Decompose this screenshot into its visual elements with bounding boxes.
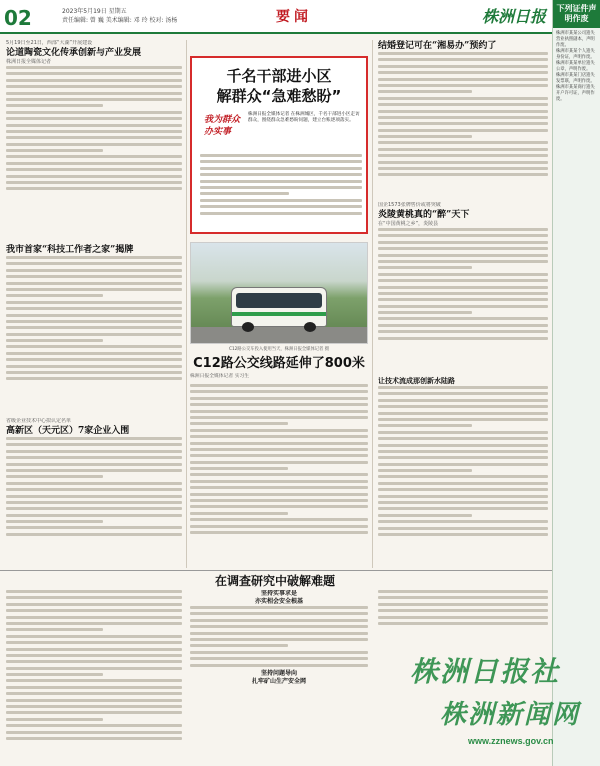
bus-shape — [231, 287, 327, 327]
text-line — [6, 737, 182, 740]
text-line — [378, 609, 548, 612]
text-line — [6, 469, 182, 472]
article-body — [378, 52, 548, 176]
text-line — [190, 486, 368, 489]
article-science-home — [6, 244, 182, 414]
text-line — [6, 501, 182, 504]
issue-meta — [62, 7, 252, 25]
text-line — [378, 527, 548, 530]
text-line — [190, 390, 368, 393]
issue-date: 2023年5月19日 星期五 — [62, 8, 127, 15]
text-line — [378, 431, 548, 434]
text-line — [378, 298, 548, 301]
c12-byline: 株洲日报全媒体记者 实习生 — [190, 374, 250, 379]
text-line — [190, 525, 368, 528]
text-line — [378, 279, 548, 282]
text-line — [378, 247, 548, 250]
text-line — [378, 424, 472, 427]
article-headline: 论道陶瓷文化传承创新与产业发展 — [6, 48, 142, 58]
text-line — [378, 311, 472, 314]
text-line — [378, 386, 548, 389]
text-line — [378, 122, 548, 125]
text-line — [6, 168, 182, 171]
text-line — [6, 339, 103, 342]
bus-window — [236, 293, 322, 308]
text-line — [6, 301, 182, 304]
bottom-headline: 在调查研究中破解难题 — [214, 574, 335, 588]
text-line — [6, 724, 182, 727]
text-line — [6, 463, 182, 466]
text-line — [6, 262, 182, 265]
text-line — [190, 442, 368, 445]
article-headline: 让技术流成那创新水陆路 — [378, 376, 455, 385]
text-line — [190, 473, 368, 476]
text-line — [190, 518, 368, 521]
text-line — [6, 314, 182, 317]
text-line — [378, 58, 548, 61]
article-headline: 我市首家“科技工作者之家”揭牌 — [6, 245, 134, 255]
text-line — [378, 154, 548, 157]
text-line — [6, 526, 182, 529]
text-line — [190, 397, 368, 400]
bottom-subhead: 坚持实事求是 — [260, 590, 297, 597]
text-line — [378, 90, 472, 93]
text-line — [378, 286, 548, 289]
text-line — [6, 609, 182, 612]
article-body — [378, 228, 548, 340]
bottom-subhead: 扎牢矿山生产安全网 — [251, 677, 306, 685]
text-line — [6, 124, 182, 127]
text-line — [378, 78, 548, 81]
text-line — [6, 345, 182, 348]
text-line — [6, 117, 182, 120]
text-line — [190, 512, 288, 515]
text-line — [200, 192, 289, 195]
text-line — [378, 116, 548, 119]
article-body — [6, 256, 182, 380]
text-line — [378, 135, 472, 138]
bus-wheel — [242, 322, 254, 332]
text-line — [6, 679, 182, 682]
article-headline: 炎陵黄桃真的“醉”天下 — [378, 210, 470, 220]
text-line — [200, 167, 362, 170]
text-line — [378, 266, 472, 269]
text-line — [190, 422, 288, 425]
text-line — [190, 644, 288, 647]
text-line — [6, 79, 182, 82]
notice-item: 株洲市某某门店遗失发票联，声明作废。 — [556, 73, 595, 84]
text-line — [6, 718, 103, 721]
article-body — [190, 384, 368, 534]
text-line — [200, 205, 362, 208]
text-line — [6, 85, 182, 88]
text-line — [6, 692, 182, 695]
article-body — [190, 606, 368, 667]
text-line — [6, 333, 182, 336]
text-line — [378, 167, 548, 170]
text-line — [6, 667, 182, 670]
text-line — [200, 160, 362, 163]
text-line — [6, 72, 182, 75]
text-line — [378, 173, 548, 176]
section-title: 要闻 — [276, 9, 312, 25]
text-line — [190, 493, 368, 496]
text-line — [190, 505, 368, 508]
text-line — [378, 273, 548, 276]
text-line — [378, 469, 472, 472]
text-line — [378, 488, 548, 491]
notice-item: 株洲市某某公司遗失营业执照副本，声明作废。 — [556, 31, 595, 48]
article-body — [6, 590, 182, 740]
text-line — [6, 648, 182, 651]
text-line — [378, 84, 548, 87]
text-line — [378, 392, 548, 395]
text-line — [378, 148, 548, 151]
article-kicker: 省级企业技术中心拟认定名单 — [6, 418, 72, 424]
feature-body — [200, 154, 362, 218]
text-line — [200, 212, 362, 215]
text-line — [6, 136, 182, 139]
text-line — [6, 371, 182, 374]
text-line — [378, 507, 548, 510]
text-line — [6, 66, 182, 69]
text-line — [6, 92, 182, 95]
text-line — [378, 292, 548, 295]
text-line — [6, 320, 182, 323]
text-line — [190, 448, 368, 451]
article-marriage — [378, 40, 548, 198]
text-line — [378, 456, 548, 459]
text-line — [6, 149, 103, 152]
text-line — [378, 110, 548, 113]
feature-brush-mark: 我为群众办实事 — [204, 115, 241, 137]
notice-item: 株洲市某某个人遗失身份证，声明作废。 — [556, 49, 595, 60]
text-line — [190, 632, 368, 635]
text-line — [200, 173, 362, 176]
text-line — [190, 454, 368, 457]
bottom-subhead: 坚持问题导向 — [260, 669, 297, 677]
text-line — [378, 514, 472, 517]
text-line — [6, 673, 103, 676]
article-tech — [378, 376, 548, 566]
text-line — [378, 129, 548, 132]
bottom-col-mid — [190, 590, 368, 762]
text-line — [6, 130, 182, 133]
notice-item: 株洲市某某单位遗失公章，声明作废。 — [556, 61, 595, 72]
text-line — [200, 154, 362, 157]
text-line — [6, 162, 182, 165]
text-line — [6, 482, 182, 485]
text-line — [6, 326, 182, 329]
watermark-url: www.zznews.gov.cn — [468, 736, 554, 746]
text-line — [190, 612, 368, 615]
text-line — [6, 365, 182, 368]
text-line — [378, 533, 548, 536]
text-line — [378, 418, 548, 421]
text-line — [6, 358, 182, 361]
c12-headline: C12路公交线路延伸了800米 — [193, 356, 365, 371]
text-line — [6, 711, 182, 714]
text-line — [190, 531, 368, 534]
text-line — [200, 180, 362, 183]
text-line — [6, 437, 182, 440]
bottom-col-left — [6, 590, 182, 762]
text-line — [378, 97, 548, 100]
article-body — [6, 66, 182, 190]
text-line — [190, 638, 368, 641]
feature-headline-line2: 解群众“急难愁盼” — [216, 87, 342, 105]
text-line — [378, 437, 548, 440]
text-line — [378, 590, 548, 593]
text-line — [6, 495, 182, 498]
text-line — [190, 403, 368, 406]
text-line — [190, 435, 368, 438]
text-line — [6, 155, 182, 158]
text-line — [6, 635, 182, 638]
text-line — [6, 660, 182, 663]
text-line — [6, 622, 182, 625]
text-line — [378, 65, 548, 68]
text-line — [378, 596, 548, 599]
road-shape — [191, 327, 367, 343]
text-line — [190, 467, 288, 470]
text-line — [6, 256, 182, 259]
text-line — [378, 337, 548, 340]
text-line — [6, 475, 103, 478]
text-line — [190, 480, 368, 483]
feature-lead: 株洲日报全媒体记者 在株洲城区，千名干部进小区走访群众，围绕群众急难愁盼问题，建立台账逐项落实。 — [248, 112, 360, 124]
text-line — [190, 657, 368, 660]
bus-photo — [190, 242, 368, 344]
text-line — [378, 260, 548, 263]
text-line — [190, 651, 368, 654]
newspaper-logo: 株洲日报 — [482, 7, 547, 26]
text-line — [378, 330, 548, 333]
text-line — [378, 616, 548, 619]
text-line — [190, 429, 368, 432]
watermark-logo: 株洲日报社 — [410, 655, 561, 688]
article-kicker: 国企1573张牌售价或将突破 — [378, 202, 441, 208]
photo-caption: C12路公交车投入使用当天，株洲日报全媒体记者 摄 — [228, 347, 330, 352]
notice-list — [553, 28, 600, 106]
feature-headline — [192, 66, 366, 106]
text-line — [378, 520, 548, 523]
text-line — [6, 628, 103, 631]
text-line — [6, 450, 182, 453]
text-line — [200, 199, 362, 202]
text-line — [6, 377, 182, 380]
text-line — [378, 482, 548, 485]
article-peach — [378, 202, 548, 372]
article-body — [6, 437, 182, 536]
text-line — [378, 475, 548, 478]
article-enterprises — [6, 418, 182, 566]
text-line — [200, 186, 362, 189]
text-line — [190, 416, 368, 419]
text-line — [6, 590, 182, 593]
text-line — [190, 461, 368, 464]
text-line — [378, 241, 548, 244]
bus-wheel — [304, 322, 316, 332]
text-line — [6, 352, 182, 355]
notice-item: 株洲市某某商行遗失开户许可证，声明作废。 — [556, 85, 595, 102]
text-line — [6, 731, 182, 734]
text-line — [378, 501, 548, 504]
text-line — [6, 307, 182, 310]
text-line — [6, 294, 103, 297]
text-line — [6, 705, 182, 708]
notice-title: 下列证件声明作废 — [553, 0, 600, 28]
text-line — [378, 603, 548, 606]
article-body — [378, 386, 548, 536]
text-line — [6, 616, 182, 619]
text-line — [6, 488, 182, 491]
editor-line: 责任编辑: 曾 巍 美术编辑: 邓 玲 校对: 汤杨 — [62, 17, 178, 24]
text-line — [378, 103, 548, 106]
text-line — [6, 104, 103, 107]
article-ceramics — [6, 40, 182, 240]
text-line — [6, 654, 182, 657]
text-line — [378, 305, 548, 308]
feature-box — [190, 56, 368, 234]
text-line — [378, 412, 548, 415]
text-line — [6, 686, 182, 689]
text-line — [378, 71, 548, 74]
c12-body — [190, 384, 368, 566]
text-line — [6, 456, 182, 459]
text-line — [378, 161, 548, 164]
page-number: 02 — [4, 6, 32, 30]
article-byline: 株洲日报全媒体记者 — [6, 59, 52, 65]
text-line — [378, 495, 548, 498]
article-headline: 结婚登记可在“湘易办”预约了 — [378, 41, 497, 51]
text-line — [378, 405, 548, 408]
text-line — [6, 603, 182, 606]
column-divider — [372, 40, 373, 568]
bottom-col-right — [378, 590, 548, 650]
text-line — [190, 499, 368, 502]
text-line — [6, 520, 103, 523]
text-line — [6, 175, 182, 178]
bottom-subhead: 亦实相会安全根基 — [254, 598, 303, 605]
text-line — [6, 282, 182, 285]
text-line — [6, 111, 182, 114]
text-line — [6, 98, 182, 101]
feature-headline-line1: 千名干部进小区 — [226, 67, 332, 85]
masthead — [0, 0, 600, 34]
text-line — [190, 410, 368, 413]
text-line — [378, 622, 548, 625]
watermark-net: 株洲新闻网 — [440, 700, 581, 730]
text-line — [6, 181, 182, 184]
text-line — [6, 596, 182, 599]
article-headline: 高新区（天元区）7家企业入围 — [6, 426, 130, 436]
text-line — [378, 234, 548, 237]
text-line — [6, 187, 182, 190]
text-line — [6, 288, 182, 291]
text-line — [190, 619, 368, 622]
text-line — [6, 514, 182, 517]
text-line — [378, 254, 548, 257]
text-line — [378, 324, 548, 327]
text-line — [6, 699, 182, 702]
article-byline: 在“中国黄桃之乡”，炎陵县 — [378, 221, 439, 227]
text-line — [378, 141, 548, 144]
text-line — [6, 143, 182, 146]
text-line — [190, 606, 368, 609]
text-line — [190, 384, 368, 387]
text-line — [6, 507, 182, 510]
text-line — [6, 533, 182, 536]
bus-stripe — [232, 312, 326, 316]
text-line — [378, 444, 548, 447]
article-kicker: 5月19日至21日，西部“大湖”开展建设 — [6, 40, 93, 46]
text-line — [378, 399, 548, 402]
text-line — [378, 228, 548, 231]
text-line — [190, 664, 368, 667]
text-line — [6, 275, 182, 278]
column-divider — [186, 40, 187, 568]
text-line — [378, 450, 548, 453]
text-line — [378, 463, 548, 466]
text-line — [378, 52, 548, 55]
text-line — [6, 269, 182, 272]
article-body — [378, 590, 548, 625]
text-line — [190, 625, 368, 628]
text-line — [378, 317, 548, 320]
text-line — [6, 641, 182, 644]
text-line — [6, 443, 182, 446]
